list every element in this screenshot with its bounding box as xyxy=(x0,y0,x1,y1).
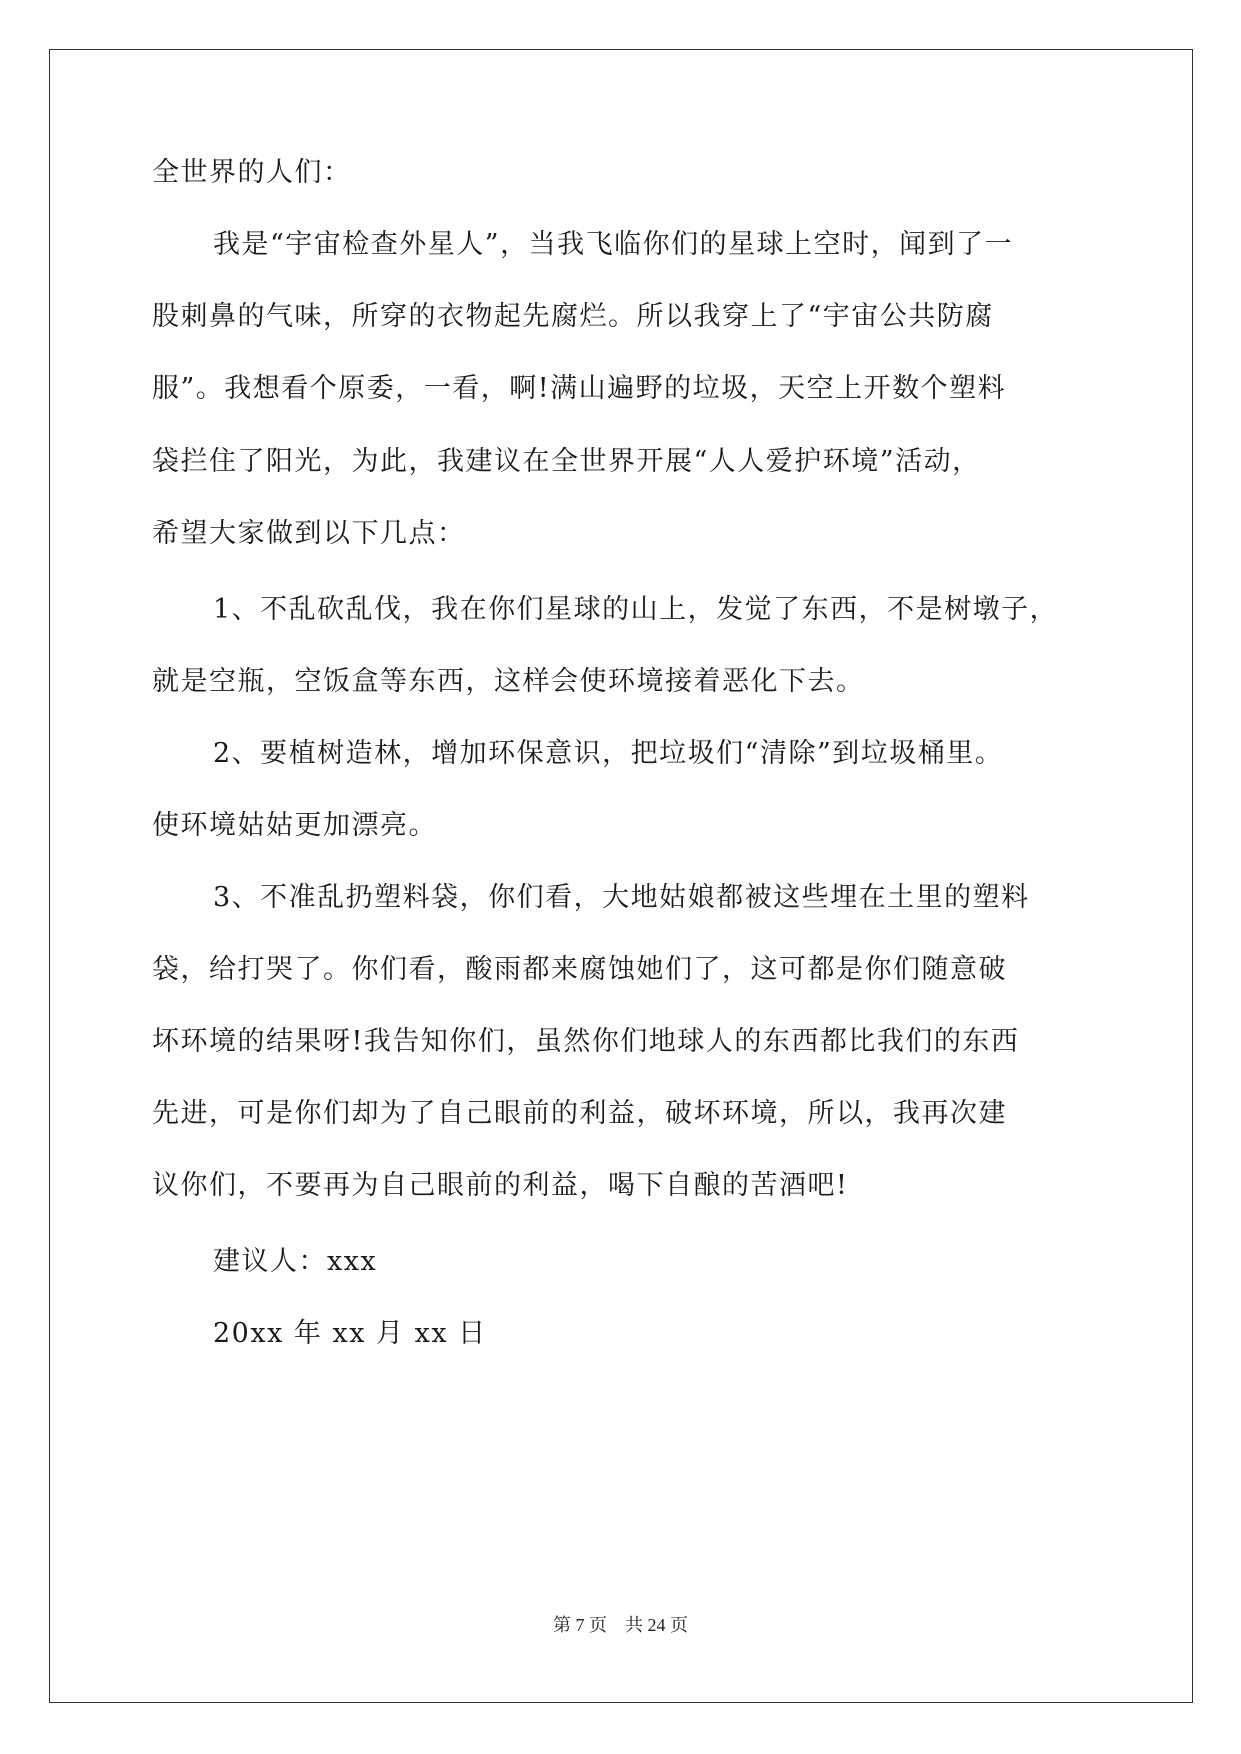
signature-proposer: 建议人：xxx xyxy=(213,1246,378,1277)
paragraph-intro-line: 股刺鼻的气味，所穿的衣物起先腐烂。所以我穿上了“宇宙公共防腐 xyxy=(152,301,994,332)
point-3-line: 议你们，不要再为自己眼前的利益，喝下自酿的苦酒吧! xyxy=(152,1170,849,1201)
point-3-line: 3、不准乱扔塑料袋，你们看，大地姑娘都被这些埋在土里的塑料 xyxy=(213,882,1030,913)
salutation: 全世界的人们： xyxy=(152,157,352,188)
point-2-line: 使环境姑姑更加漂亮。 xyxy=(152,810,437,841)
paragraph-intro-line: 袋拦住了阳光，为此，我建议在全世界开展“人人爱护环境”活动， xyxy=(152,446,981,477)
paragraph-intro-line: 服”。我想看个原委，一看，啊!满山遍野的垃圾，天空上开数个塑料 xyxy=(152,373,1007,404)
paragraph-intro-line: 希望大家做到以下几点： xyxy=(152,518,466,549)
point-3-line: 先进，可是你们却为了自己眼前的利益，破坏环境，所以，我再次建 xyxy=(152,1098,1007,1129)
page-border xyxy=(49,49,1193,1703)
point-3-line: 袋，给打哭了。你们看，酸雨都来腐蚀她们了，这可都是你们随意破 xyxy=(152,954,1007,985)
point-2-line: 2、要植树造林，增加环保意识，把垃圾们“清除”到垃圾桶里。 xyxy=(213,738,1004,769)
point-1-line: 1、不乱砍乱伐，我在你们星球的山上，发觉了东西，不是树墩子， xyxy=(213,594,1059,625)
point-3-line: 坏环境的结果呀!我告知你们，虽然你们地球人的东西都比我们的东西 xyxy=(152,1026,1020,1057)
page-number-footer: 第 7 页 共 24 页 xyxy=(553,1615,688,1635)
signature-date: 20xx 年 xx 月 xx 日 xyxy=(213,1318,487,1349)
paragraph-intro-line: 我是“宇宙检查外星人”，当我飞临你们的星球上空时，闻到了一 xyxy=(213,229,1014,260)
point-1-line: 就是空瓶，空饭盒等东西，这样会使环境接着恶化下去。 xyxy=(152,666,865,697)
